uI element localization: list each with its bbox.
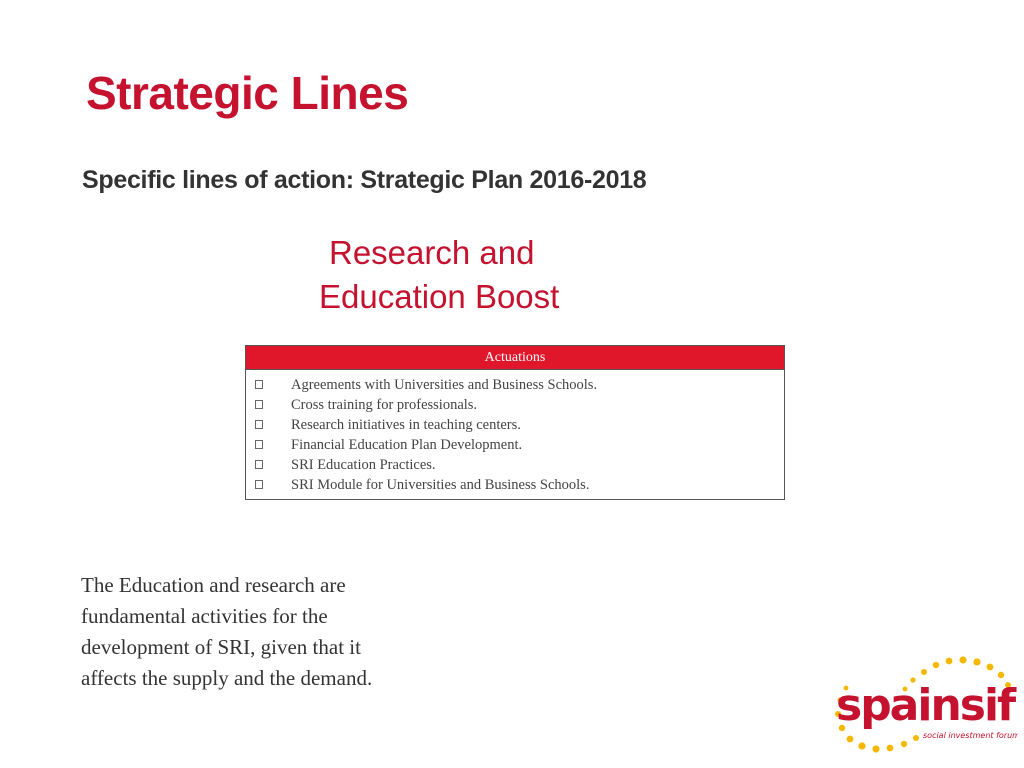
section-heading-line-2: Education Boost bbox=[319, 278, 560, 315]
list-item-text: Financial Education Plan Development. bbox=[291, 437, 523, 453]
logo-wordmark: spainsif bbox=[836, 680, 1015, 731]
slide-title: Strategic Lines bbox=[86, 67, 409, 119]
paragraph-line: fundamental activities for the bbox=[81, 604, 328, 628]
list-item bbox=[246, 375, 784, 395]
table-header: Actuations bbox=[246, 346, 784, 370]
bullet-box-icon bbox=[255, 380, 263, 389]
list-item-text: Cross training for professionals. bbox=[291, 397, 478, 413]
list-item bbox=[246, 435, 784, 455]
bullet-box-icon bbox=[255, 400, 263, 409]
list-item-text: Research initiatives in teaching centers. bbox=[291, 417, 521, 433]
paragraph-line: affects the supply and the demand. bbox=[81, 666, 373, 690]
body-paragraph bbox=[81, 570, 451, 694]
list-item bbox=[246, 475, 784, 495]
list-item-text: Agreements with Universities and Business Schools. bbox=[291, 377, 598, 393]
slide-subtitle: Specific lines of action: Strategic Plan 2016-2018 bbox=[82, 166, 647, 194]
actuations-table bbox=[245, 345, 785, 500]
list-item bbox=[246, 455, 784, 475]
bullet-box-icon bbox=[255, 440, 263, 449]
table-rows bbox=[246, 370, 784, 495]
list-item bbox=[246, 415, 784, 435]
bullet-box-icon bbox=[255, 480, 263, 489]
bullet-box-icon bbox=[255, 420, 263, 429]
logo-graphic bbox=[828, 656, 1018, 756]
logo-tagline: social investment forum bbox=[923, 731, 1018, 740]
paragraph-line: The Education and research are bbox=[81, 573, 346, 597]
list-item bbox=[246, 395, 784, 415]
bullet-box-icon bbox=[255, 460, 263, 469]
paragraph-line: development of SRI, given that it bbox=[81, 635, 361, 659]
list-item-text: SRI Education Practices. bbox=[291, 457, 436, 473]
spainsif-logo bbox=[828, 656, 1018, 756]
section-heading-line-1: Research and bbox=[329, 234, 535, 271]
list-item-text: SRI Module for Universities and Business Schools. bbox=[291, 477, 590, 493]
